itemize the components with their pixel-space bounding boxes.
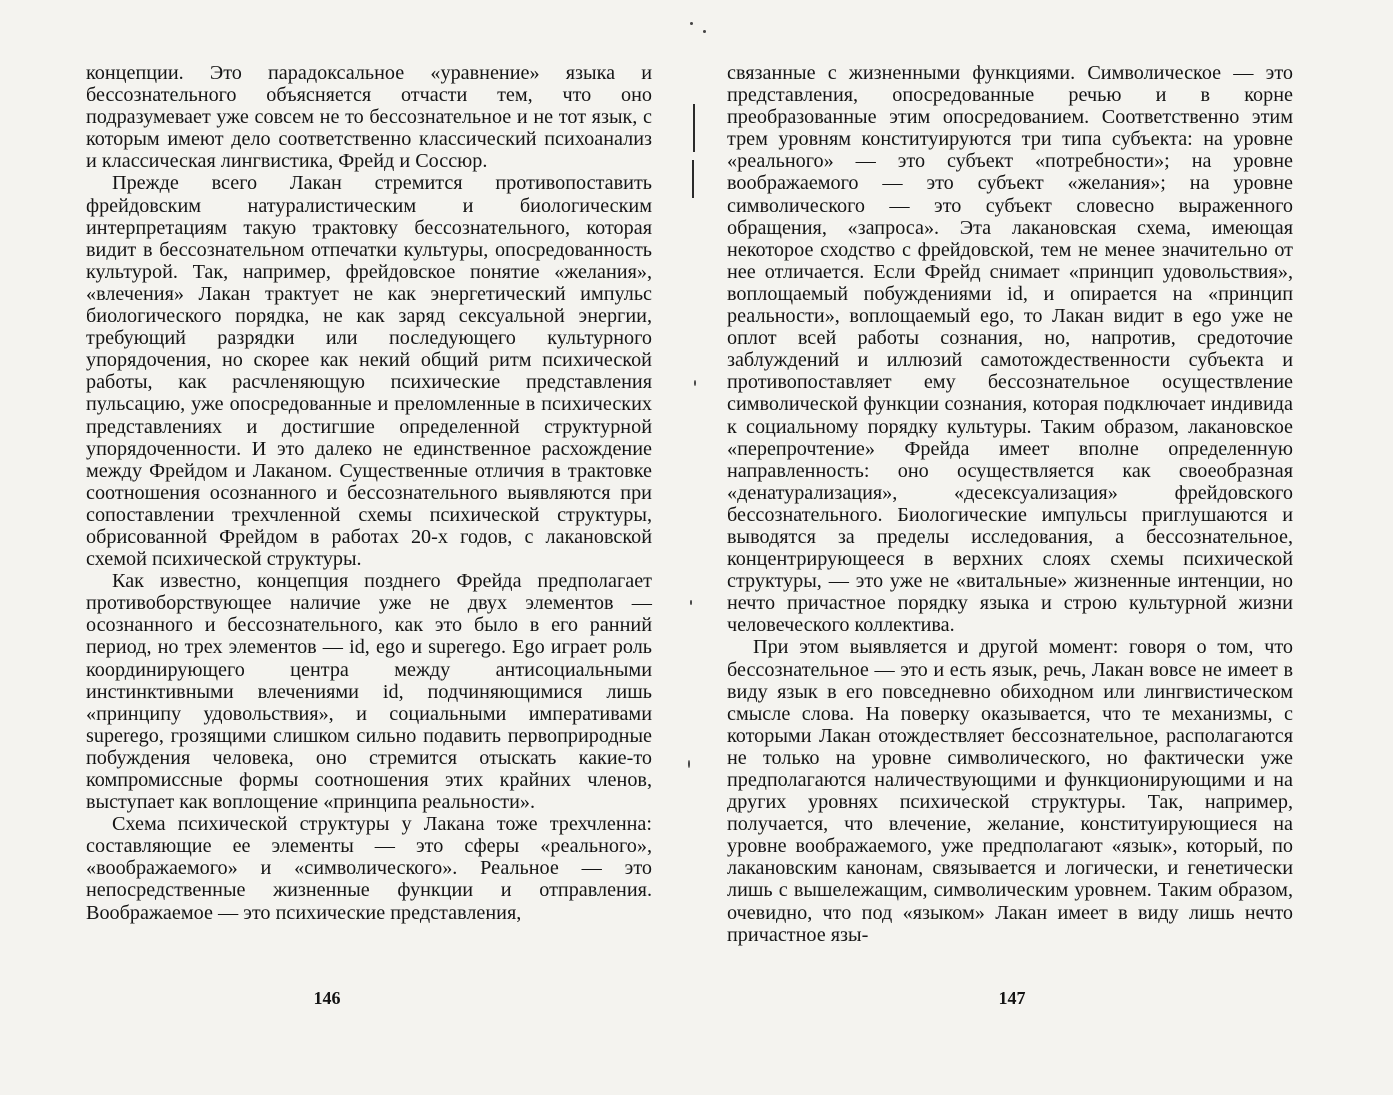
page-number-left: 146 [313, 988, 341, 1008]
gutter-shadow [692, 160, 694, 198]
paragraph: концепции. Это парадоксальное «уравнение» языка и бессознательного объясняется отчасти тем, что оно подразумевает уже совсем не то бессознательное и не тот язык, с которым имеют дело соответственно классический психоанализ и классическая лингвистика, Фрейд и Соссюр. [86, 62, 652, 173]
right-page-text [727, 62, 1293, 946]
paragraph: Прежде всего Лакан стремится противопоставить фрейдовским натуралистическим и биологическим интерпретациям такую трактовку бессознательного, которая видит в бессознательном отпечатки культуры, опосредованность культурой. Так, например, фрейдовское понятие «желания», «влечения» Лакан трактует не как энергетический импульс биологического порядка, не как заряд сексуальной энергии, требующий разрядки или последующего культурного упорядочения, но скорее как некий общий ритм психической работы, как расчленяющую психические представления пульсацию, уже опосредованные и преломленные в психических представлениях и достигшие определенной структурной упорядоченности. И это далеко не единственное расхождение между Фрейдом и Лаканом. Существенные отличия в трактовке соотношения осознанного и бессознательного выявляются при сопоставлении трехчленной схемы психической структуры, обрисованной Фрейдом в работах 20-х годов, с лакановской схемой психической структуры. [86, 172, 652, 571]
paragraph: При этом выявляется и другой момент: говоря о том, что бессознательное — это и есть язык, речь, Лакан вовсе не имеет в виду язык в его повседневно обиходном или лингвистическом смысле слова. На поверку оказывается, что те механизмы, с которыми Лакан отождествляет бессознательное, располагаются не только на уровне символического, но фактически уже предполагаются наличествующими и функционирующими и на других уровнях психической структуры. Так, например, получается, что влечение, желание, конституирующиеся на уровне воображаемого, уже предполагают «язык», который, по лакановским канонам, связывается и логически, и генетически лишь с вышележащим, символическим уровнем. Таким образом, очевидно, что под «языком» Лакан имеет в виду лишь нечто причастное язы- [727, 636, 1293, 946]
paragraph: связанные с жизненными функциями. Символическое — это представления, опосредованные речью и в корне преобразованные этим опосредованием. Соответственно этим трем уровням конституируются три типа субъекта: на уровне «реального» — это субъект «потребности»; на уровне воображаемого — это субъект «желания»; на уровне символического — это субъект словесно выраженного обращения, «запроса». Эта лакановская схема, имеющая некоторое сходство с фрейдовской, тем не менее значительно от нее отличается. Если Фрейд снимает «принцип удовольствия», воплощаемый побуждениями id, и опирается на «принцип реальности», воплощаемый ego, то Лакан видит в ego уже не оплот всей работы сознания, но, напротив, средоточие заблуждений и иллюзий самотождественности субъекта и противопоставляет ему бессознательное осуществление символической функции сознания, которая подключает индивида к социальному порядку культуры. Таким образом, лакановское «перепрочтение» Фрейда имеет вполне определенную направленность: оно осуществляется как своеобразная «денатурализация», «десексуализация» фрейдовского бессознательного. Биологические импульсы приглушаются и выводятся за пределы исследования, а бессознательное, концентрирующееся в верхних слоях схемы психической структуры, — это уже не «витальные» жизненные интенции, но нечто причастное порядку языка и строю культурной жизни человеческого коллектива. [727, 62, 1293, 637]
right-page [727, 62, 1293, 946]
scan-speck [703, 30, 706, 33]
left-page [86, 62, 652, 924]
scan-speck [688, 760, 690, 768]
scan-speck [690, 600, 692, 605]
left-page-text [86, 62, 652, 924]
scan-speck [694, 380, 696, 386]
paragraph: Схема психической структуры у Лакана тоже трехчленна: составляющие ее элементы — это сферы «реального», «воображаемого» и «символического». Реальное — это непосредственные жизненные функции и отправления. Воображаемое — это психические представления, [86, 813, 652, 924]
scan-speck [690, 22, 693, 25]
page-number-right: 147 [998, 988, 1026, 1008]
paragraph: Как известно, концепция позднего Фрейда предполагает противоборствующее наличие уже не двух элементов — осознанного и бессознательного, как это было в его ранний период, но трех элементов — id, ego и superego. Ego играет роль координирующего центра между антисоциальными инстинктивными влечениями id, подчиняющимися лишь «принципу удовольствия», и социальными императивами superego, грозящими слишком сильно подавить первоприродные побуждения человека, оно стремится отыскать какие-то компромиссные формы соотношения этих крайних членов, выступает как воплощение «принципа реальности». [86, 570, 652, 814]
gutter-shadow [693, 104, 695, 152]
